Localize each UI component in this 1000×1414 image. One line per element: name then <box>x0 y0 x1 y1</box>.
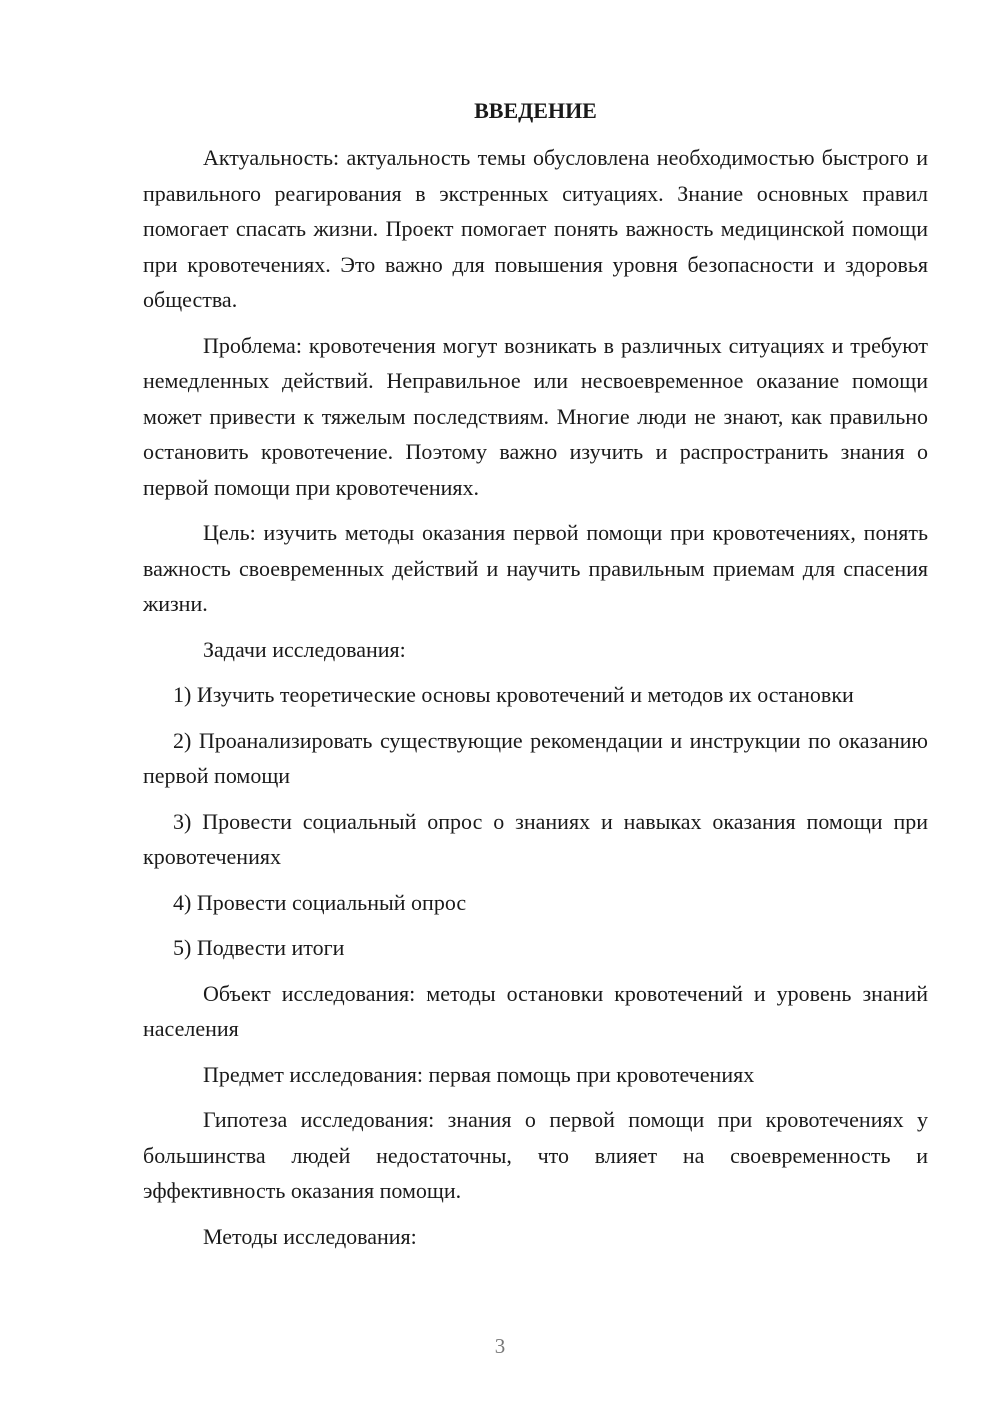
tasks-heading: Задачи исследования: <box>203 636 406 662</box>
hypothesis-paragraph: Гипотеза исследования: знания о первой помощи при кровотечениях у большинства людей недостаточны, что влияет на своевременность и эффективность оказания помощи. <box>143 1107 928 1203</box>
task-item: 2) Проанализировать существующие рекомендации и инструкции по оказанию первой помощи <box>143 727 928 788</box>
task-item: 1) Изучить теоретические основы кровотечений и методов их остановки <box>173 682 854 707</box>
problem-paragraph: Проблема: кровотечения могут возникать в различных ситуациях и требуют немедленных действий. Неправильное или несвоевременное оказание помощи может привести к тяжелым последствиям. Многие люди не знают, как правильно остановить кровотечение. Поэтому важно изучить и распространить знания о первой помощи при кровотечениях. <box>143 332 928 500</box>
goal-paragraph: Цель: изучить методы оказания первой помощи при кровотечениях, понять важность своевременных действий и научить правильным приемам для спасения жизни. <box>143 520 928 616</box>
section-title: ВВЕДЕНИЕ <box>474 98 597 123</box>
document-page <box>143 96 928 1264</box>
object-paragraph: Объект исследования: методы остановки кровотечений и уровень знаний населения <box>143 980 928 1041</box>
relevance-paragraph: Актуальность: актуальность темы обусловлена необходимостью быстрого и правильного реагирования в экстренных ситуациях. Знание основных правил помогает спасать жизни. Проект помогает понять важность медицинской помощи при кровотечениях. Это важно для повышения уровня безопасности и здоровья общества. <box>143 145 928 312</box>
task-item: 3) Провести социальный опрос о знаниях и навыках оказания помощи при кровотечениях <box>143 808 928 869</box>
task-item: 4) Провести социальный опрос <box>173 889 467 915</box>
subject-paragraph: Предмет исследования: первая помощь при кровотечениях <box>203 1061 755 1087</box>
task-item: 5) Подвести итоги <box>173 935 345 960</box>
page-number: 3 <box>494 1334 506 1358</box>
methods-heading: Методы исследования: <box>203 1223 417 1249</box>
